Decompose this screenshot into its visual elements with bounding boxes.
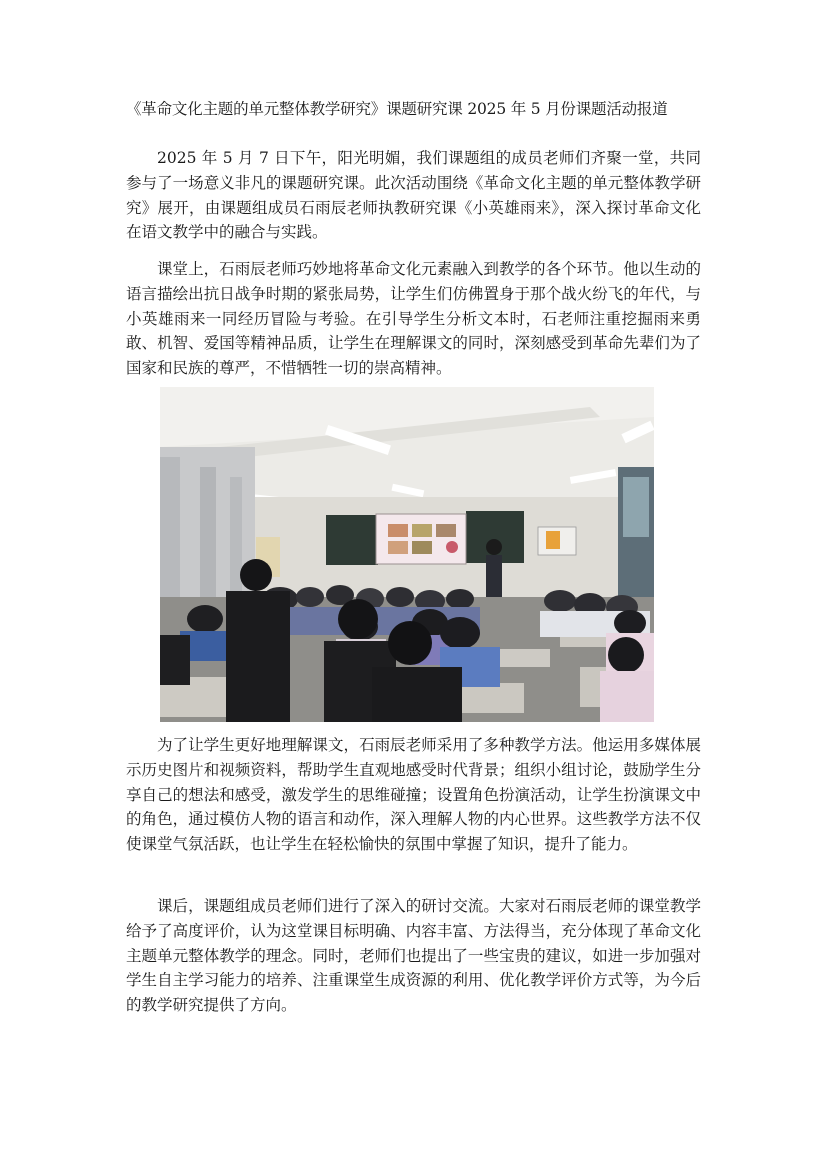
- notice-poster: [546, 531, 560, 549]
- desk: [460, 683, 524, 713]
- slide-image: [436, 524, 456, 537]
- slide-image: [388, 524, 408, 537]
- slide-image: [388, 541, 408, 554]
- curtain-fold: [160, 457, 180, 607]
- curtain-fold: [200, 467, 216, 607]
- paragraph-intro: 2025 年 5 月 7 日下午，阳光明媚，我们课题组的成员老师们齐聚一堂，共同参与了一场意义非凡的课题研究课。此次活动围绕《革命文化主题的单元整体教学研究》展开，由课题组成员石雨辰老师执教研究课《小英雄雨来》，深入探讨革命文化在语文教学中的融合与实践。: [126, 149, 701, 242]
- classroom-photo-drawing: [160, 387, 654, 722]
- paragraph-classroom: 课堂上，石雨辰老师巧妙地将革命文化元素融入到教学的各个环节。他以生动的语言描绘出抗日战争时期的紧张局势，让学生们仿佛置身于那个战火纷飞的年代，与小英雄雨来一同经历冒险与考验。在引导学生分析文本时，石老师注重挖掘雨来勇敢、机智、爱国等精神品质，让学生在理解课文的同时，深刻感受到革命先辈们为了国家和民族的尊严，不惜牺牲一切的崇高精神。: [126, 260, 701, 378]
- blackboard-left: [326, 515, 378, 565]
- paragraph-discussion: 课后，课题组成员老师们进行了深入的研讨交流。大家对石雨辰老师的课堂教学给予了高度评价，认为这堂课目标明确、内容丰富、方法得当，充分体现了革命文化主题单元整体教学的理念。同时，老师们也提出了一些宝贵的建议，如进一步加强对学生自主学习能力的培养、注重课堂生成资源的利用、优化教学评价方式等，为今后的教学研究提供了方向。: [126, 897, 701, 1015]
- teacher-head: [486, 539, 502, 555]
- report-title: 《革命文化主题的单元整体教学研究》课题研究课 2025 年 5 月份课题活动报道: [126, 100, 668, 118]
- curtain-fold: [230, 477, 242, 607]
- paragraph-methods: 为了让学生更好地理解课文，石雨辰老师采用了多种教学方法。他运用多媒体展示历史图片和视频资料，帮助学生直观地感受时代背景；组织小组讨论，鼓励学生分享自己的想法和感受，激发学生的思维碰撞；设置角色扮演活动，让学生扮演课文中的角色，通过模仿人物的语言和动作，深入理解人物的内心世界。这些教学方法不仅使课堂气氛活跃，也让学生在轻松愉快的氛围中掌握了知识，提升了能力。: [126, 736, 701, 854]
- projector-screen: [376, 514, 466, 564]
- teacher: [486, 555, 502, 599]
- slide-image: [412, 541, 432, 554]
- slide-image: [412, 524, 432, 537]
- window-pane: [623, 477, 649, 537]
- slide-image: [446, 541, 458, 553]
- classroom-photo: [160, 387, 654, 722]
